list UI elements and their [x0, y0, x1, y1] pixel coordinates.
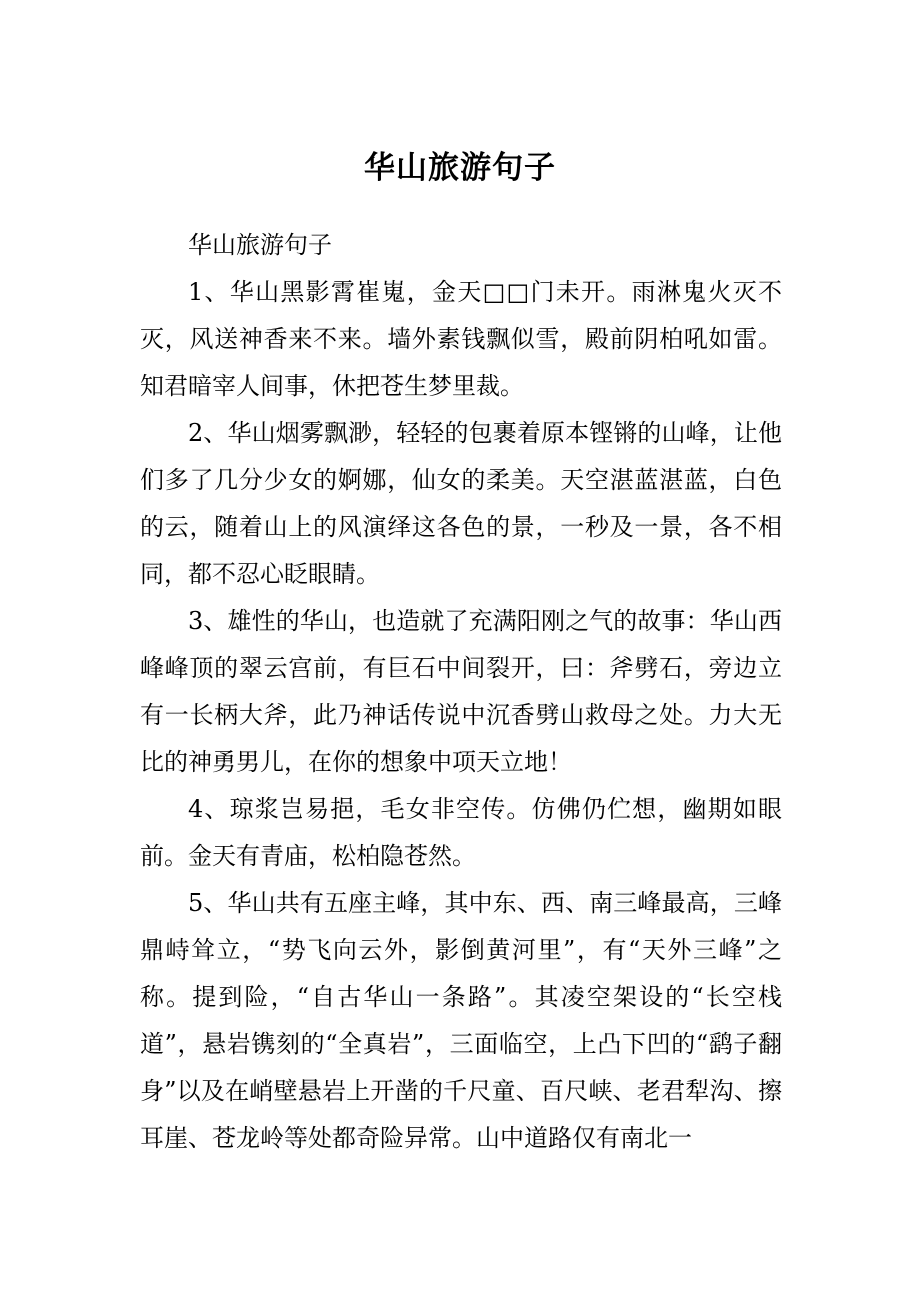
paragraph-1: 1、华山黑影霄崔嵬，金天□□门未开。雨淋鬼火灭不灭，风送神香来不来。墙外素钱飘似雪，殿前阴柏吼如雷。知君暗宰人间事，休把苍生梦里裁。 — [140, 278, 782, 400]
document-body — [140, 222, 782, 1162]
paragraph-5: 5、华山共有五座主峰，其中东、西、南三峰最高，三峰鼎峙耸立，“势飞向云外，影倒黄河里”，有“天外三峰”之称。提到险，“自古华山一条路”。其凌空架设的“长空栈道”，悬岩镌刻的“全真岩”，三面临空，上凸下凹的“鹞子翻身”以及在峭壁悬岩上开凿的千尺童、百尺峡、老君犁沟、擦耳崖、苍龙岭等处都奇险异常。山中道路仅有南北一 — [140, 889, 782, 1152]
document-title: 华山旅游句子 — [364, 150, 556, 186]
paragraph-4: 4、琼浆岂易挹，毛女非空传。仿佛仍伫想，幽期如眼前。金天有青庙，松柏隐苍然。 — [140, 795, 782, 870]
paragraph-heading: 华山旅游句子 — [188, 231, 332, 259]
paragraph-3: 3、雄性的华山，也造就了充满阳刚之气的故事：华山西峰峰顶的翠云宫前，有巨石中间裂开，曰：斧劈石，旁边立有一长柄大斧，此乃神话传说中沉香劈山救母之处。力大无比的神勇男儿，在你的想象中项天立地！ — [140, 607, 782, 776]
paragraph-2: 2、华山烟雾飘渺，轻轻的包裹着原本铿锵的山峰，让他们多了几分少女的婀娜，仙女的柔美。天空湛蓝湛蓝，白色的云，随着山上的风演绎这各色的景，一秒及一景，各不相同，都不忍心眨眼睛。 — [140, 419, 782, 588]
